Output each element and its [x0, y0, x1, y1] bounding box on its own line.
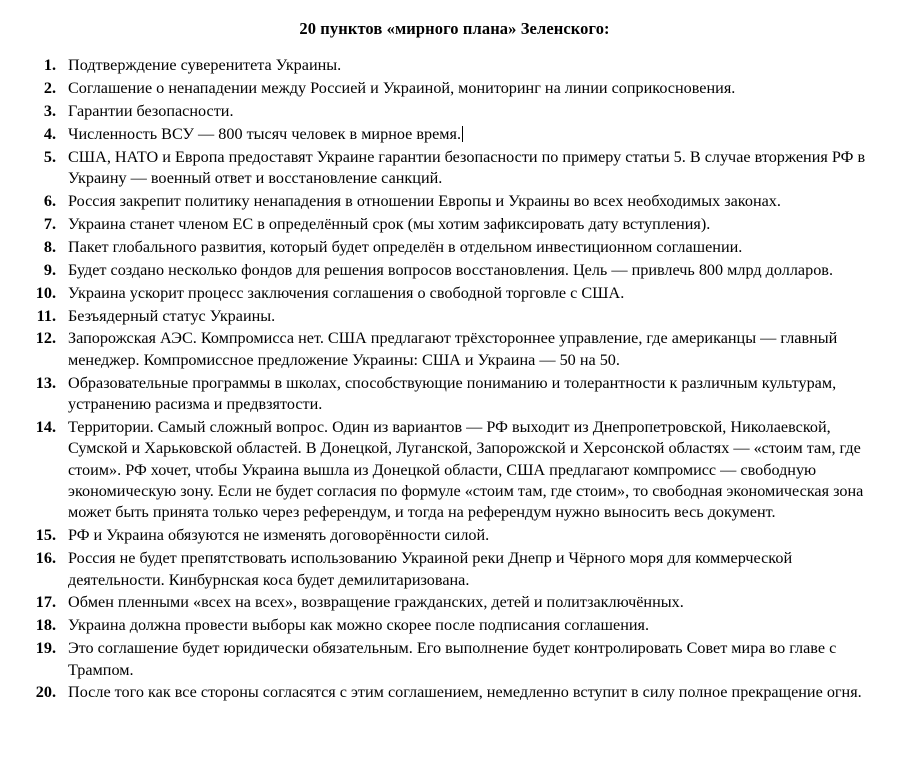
list-item	[30, 214, 879, 235]
list-item-text: Запорожская АЭС. Компромисса нет. США предлагают трёхстороннее управление, где американцы — главный менеджер. Компромиссное предложение Украины: США и Украина — 50 на 50.	[68, 329, 838, 369]
list-item	[30, 682, 879, 703]
list-item-number: 14.	[35, 417, 56, 436]
list-item-number: 20.	[35, 683, 56, 702]
list-item	[30, 306, 879, 327]
list-item-text: Украина станет членом ЕС в определённый срок (мы хотим зафиксировать дату вступления).	[68, 215, 711, 234]
list-item	[30, 592, 879, 613]
list-item	[30, 548, 879, 591]
list-item	[30, 283, 879, 304]
list-item-text: РФ и Украина обязуются не изменять договорённости силой.	[68, 526, 490, 545]
text-cursor	[462, 126, 463, 142]
list-item-text: Украина должна провести выборы как можно скорее после подписания соглашения.	[68, 616, 650, 635]
list-item-text: Пакет глобального развития, который будет определён в отдельном инвестиционном соглашении.	[68, 237, 743, 256]
list-item-number: 16.	[35, 549, 56, 568]
list-item	[30, 373, 879, 416]
list-item-text: Россия закрепит политику ненападения в отношении Европы и Украины во всех необходимых законах.	[68, 192, 781, 211]
points-list	[30, 55, 879, 703]
list-item-number: 6.	[43, 192, 56, 211]
list-item-number: 12.	[35, 329, 56, 348]
list-item	[30, 191, 879, 212]
list-item-text: Соглашение о ненападении между Россией и Украиной, мониторинг на линии соприкосновения.	[68, 79, 736, 98]
list-item-number: 4.	[43, 125, 56, 144]
list-item-number: 7.	[43, 215, 56, 234]
page-title: 20 пунктов «мирного плана» Зеленского:	[299, 19, 610, 38]
list-item	[30, 260, 879, 281]
list-item	[30, 638, 879, 681]
list-item-number: 10.	[35, 283, 56, 302]
list-item-text: Будет создано несколько фондов для решения вопросов восстановления. Цель — привлечь 800 млрд долларов.	[68, 260, 833, 279]
list-item	[30, 237, 879, 258]
list-item-number: 5.	[43, 147, 56, 166]
list-item-text: Гарантии безопасности.	[68, 102, 234, 121]
list-item-text: Россия не будет препятствовать использованию Украиной реки Днепр и Чёрного моря для коммерческой деятельности. Кинбурнская коса будет демилитаризована.	[68, 549, 793, 589]
list-item	[30, 525, 879, 546]
list-item-text: Образовательные программы в школах, способствующие пониманию и толерантности к различным культурам, устранению расизма и предвзятости.	[68, 373, 837, 414]
list-item	[30, 147, 879, 190]
list-item-text: Обмен пленными «всех на всех», возвращение гражданских, детей и политзаключённых.	[68, 593, 684, 612]
list-item	[30, 615, 879, 636]
list-item-number: 17.	[35, 593, 56, 612]
list-item	[30, 101, 879, 122]
list-item-text: Подтверждение суверенитета Украины.	[68, 56, 342, 75]
list-item-number: 15.	[35, 526, 56, 545]
list-item-number: 1.	[43, 56, 56, 75]
list-item-number: 3.	[43, 102, 56, 121]
list-item-text: Это соглашение будет юридически обязательным. Его выполнение будет контролировать Совет мира во главе с Трампом.	[68, 639, 837, 679]
list-item-number: 18.	[35, 616, 56, 635]
list-item	[30, 55, 879, 76]
list-item-number: 13.	[35, 373, 56, 392]
list-item-text	[68, 124, 879, 145]
list-item	[30, 417, 879, 524]
list-item-number: 11.	[36, 306, 56, 325]
list-item	[30, 328, 879, 371]
list-item-text: Безъядерный статус Украины.	[68, 306, 276, 325]
list-item-number: 2.	[43, 79, 56, 98]
list-item-number: 19.	[35, 639, 56, 658]
list-item-number: 8.	[43, 237, 56, 256]
list-item	[30, 78, 879, 99]
list-item-text: Территории. Самый сложный вопрос. Один из вариантов — РФ выходит из Днепропетровской, Николаевской, Сумской и Харьковской областей. В Донецкой, Луганской, Запорожской и Херсонской областях — «стоим там, где стоим». РФ хочет, чтобы Украина вышла из Донецкой области, США предлагают компромисс — свободную экономическую зону. Если не будет согласия по формуле «стоим там, где стоим», то свободная экономическая зона может быть принята только через референдум, и тогда на референдум нужно выносить весь документ.	[68, 417, 864, 522]
list-item-number: 9.	[43, 260, 56, 279]
list-item-text-value: Численность ВСУ — 800 тысяч человек в мирное время.	[68, 125, 462, 144]
list-item	[30, 124, 879, 145]
list-item-text: После того как все стороны согласятся с этим соглашением, немедленно вступит в силу полное прекращение огня.	[68, 683, 862, 702]
list-item-text: Украина ускорит процесс заключения соглашения о свободной торговле с США.	[68, 283, 625, 302]
list-item-text: США, НАТО и Европа предоставят Украине гарантии безопасности по примеру статьи 5. В случае вторжения РФ в Украину — военный ответ и восстановление санкций.	[68, 147, 866, 188]
